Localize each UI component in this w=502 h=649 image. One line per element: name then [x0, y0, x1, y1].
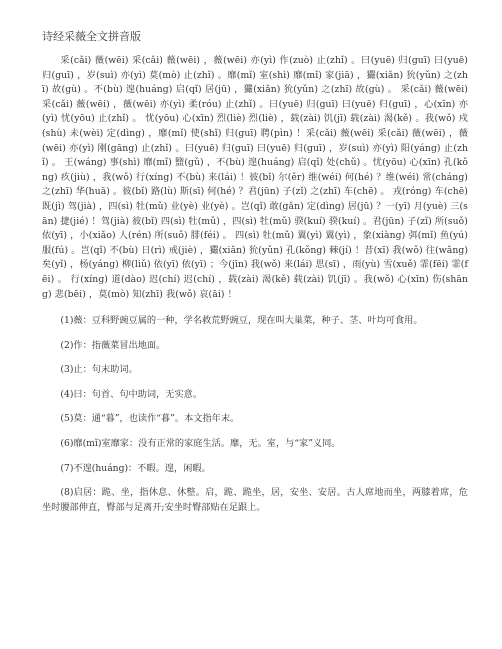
note-8: (8)启居：跪、坐，指休息、休整。启，跪、跪坐，居，安坐、安居。古人席地而坐，两膝着席，危坐时腰部伸直，臀部与足离开;安坐时臀部贴在足跟上。	[42, 487, 468, 513]
note-3: (3)止：句末助词。	[60, 364, 138, 376]
note-7: (7)不遑(huáng)：不暇。遑，闲暇。	[60, 462, 211, 474]
note-6: (6)靡(mǐ)室靡家：没有正常的家庭生活。靡，无。室，与“家”义同。	[60, 438, 341, 450]
note-1: (1)薇：豆科野豌豆属的一种，学名救荒野豌豆，现在叫大巢菜，种子、茎、叶均可食用。	[60, 315, 423, 327]
note-2: (2)作：指薇菜冒出地面。	[60, 339, 166, 351]
note-5: (5)莫：通“暮”，也读作“暮”。本文指年末。	[60, 413, 240, 425]
poem-text: 采(cǎi) 薇(wēi) 采(cǎi) 薇(wēi) ，薇(wēi) 亦(yì) 作(zuò) 止(zhǐ) 。曰(yuē) 归(guī) 曰(yuē) 归(guī) ，岁(suì) 亦(yì) 莫(mò) 止(zhǐ) 。靡(mǐ) 室(shì) 靡(mǐ) 家(jiā) ，玁(xiǎn) 狁(yǔn) 之(zhī) 故(gù) 。不(bù) 遑(huáng) 启(qǐ) 居(jū) ，玁(xiǎn) 狁(yǔn) 之(zhī) 故(gù) 。 采(cǎi) 薇(wēi) 采(cǎi) 薇(wēi) ，薇(wēi) 亦(yì) 柔(róu) 止(zhǐ) 。曰(yuē) 归(guī) 曰(yuē) 归(guī) ，心(xīn) 亦(yì) 忧(yōu) 止(zhǐ) 。 忧(yōu) 心(xīn) 烈(liè) 烈(liè) ，载(zài) 饥(jī) 载(zài) 渴(kě) 。我(wǒ) 戍(shù) 未(wèi) 定(dìng) ，靡(mǐ) 使(shǐ) 归(guī) 聘(pìn) ！采(cǎi) 薇(wēi) 采(cǎi) 薇(wēi) ，薇(wēi) 亦(yì) 刚(gāng) 止(zhǐ) 。曰(yuē) 归(guī) 曰(yuē) 归(guī) ，岁(suì) 亦(yì) 阳(yáng) 止(zhǐ) 。 王(wáng) 事(shì) 靡(mǐ) 盬(gǔ) ，不(bù) 遑(huáng) 启(qǐ) 处(chǔ) 。忧(yōu) 心(xīn) 孔(kǒng) 疚(jiù) ，我(wǒ) 行(xíng) 不(bù) 来(lái) ！彼(bǐ) 尔(ěr) 维(wéi) 何(hé) ？维(wéi) 常(cháng) 之(zhī) 华(huā) 。彼(bǐ) 路(lù) 斯(sī) 何(hé) ？君(jūn) 子(zǐ) 之(zhī) 车(chē) 。 戎(róng) 车(chē) 既(jì) 驾(jià) ，四(sì) 牡(mǔ) 业(yè) 业(yè) 。岂(qǐ) 敢(gǎn) 定(dìng) 居(jū) ？一(yī) 月(yuè) 三(sān) 捷(jié) ！驾(jià) 彼(bǐ) 四(sì) 牡(mǔ) ，四(sì) 牡(mǔ) 骙(kuí) 骙(kuí) 。君(jūn) 子(zǐ) 所(suǒ) 依(yī) ，小(xiǎo) 人(rén) 所(suǒ) 腓(féi) 。 四(sì) 牡(mǔ) 翼(yì) 翼(yì) ，象(xiàng) 弭(mǐ) 鱼(yú) 服(fú) 。岂(qǐ) 不(bù) 日(rì) 戒(jiè) ，玁(xiǎn) 狁(yǔn) 孔(kǒng) 棘(jí) ！昔(xī) 我(wǒ) 往(wǎng) 矣(yǐ) ，杨(yáng) 柳(liǔ) 依(yī) 依(yī) ；今(jīn) 我(wǒ) 来(lái) 思(sī) ，雨(yù) 雪(xuě) 霏(fēi) 霏(fēi) 。 行(xíng) 道(dào) 迟(chí) 迟(chí) ，载(zài) 渴(kě) 载(zài) 饥(jī) 。我(wǒ) 心(xīn) 伤(shāng) 悲(bēi) ，莫(mò) 知(zhī) 我(wǒ) 哀(āi) ！	[42, 55, 468, 300]
notes-section	[42, 314, 468, 515]
document-title: 诗经采薇全文拼音版	[42, 30, 141, 43]
note-4: (4)曰：句首、句中助词，无实意。	[60, 388, 203, 400]
